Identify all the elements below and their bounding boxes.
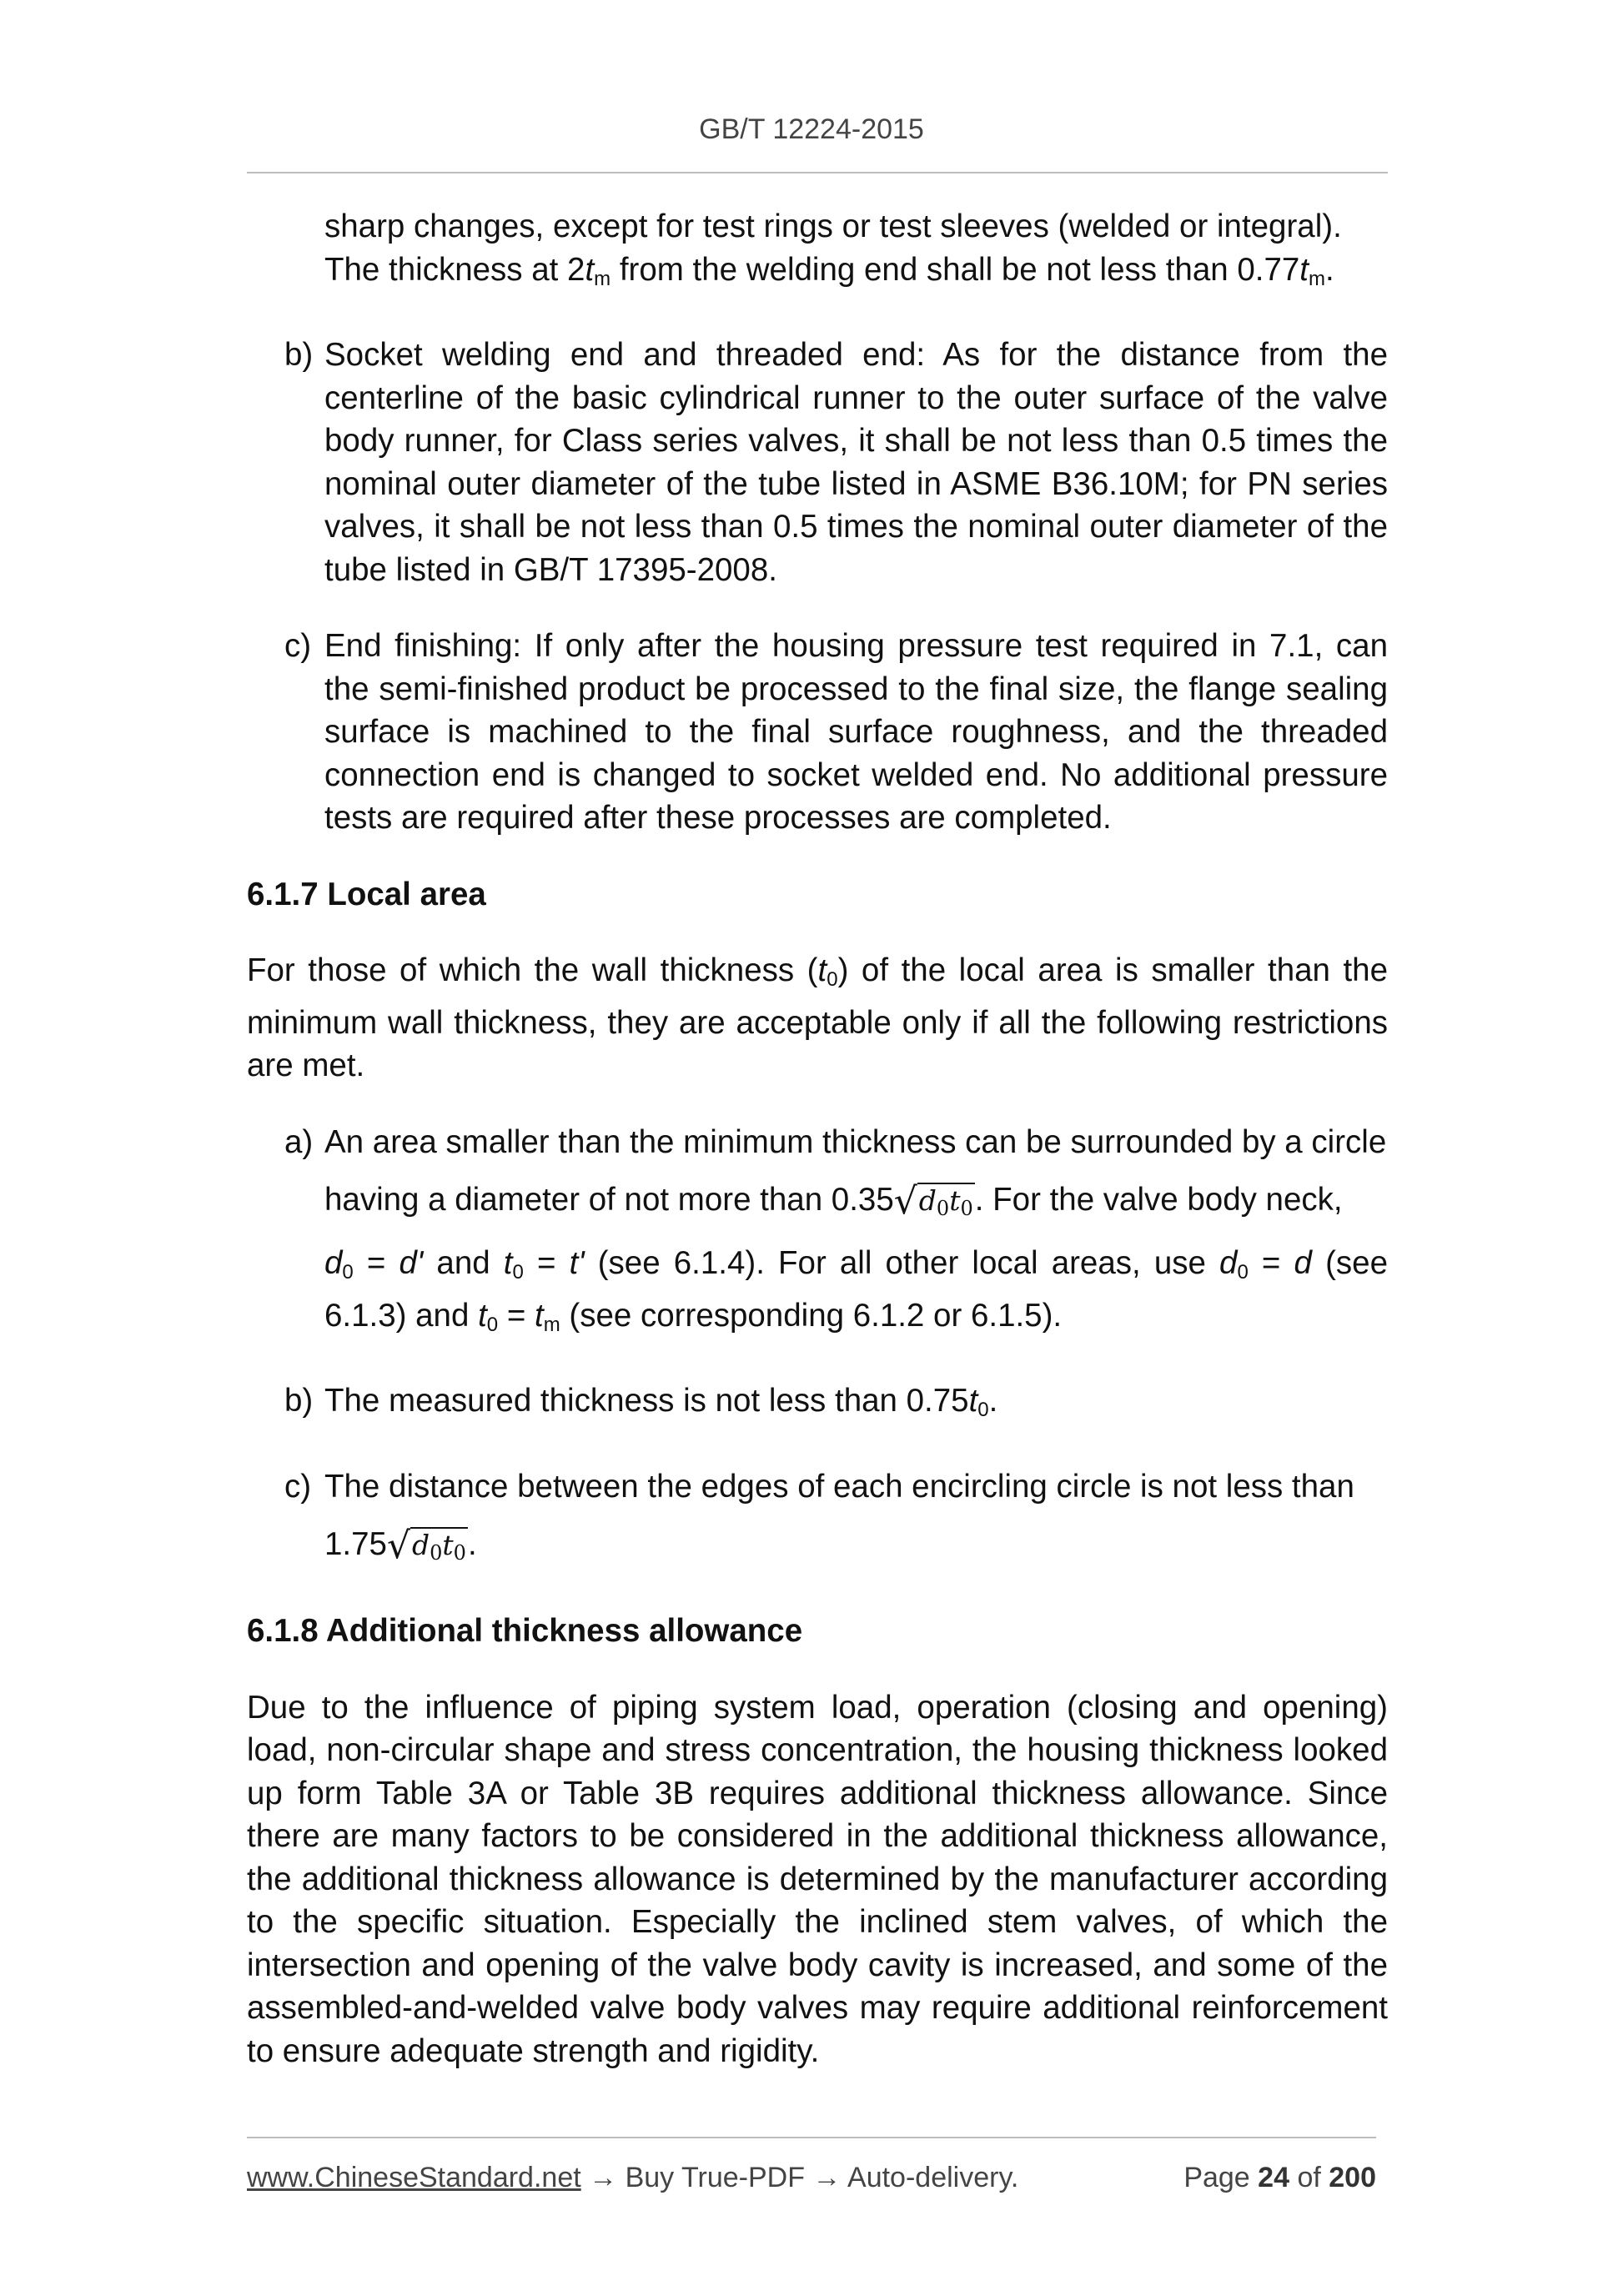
list-item-text: Socket welding end and threaded end: As for the distance from the centerline of the basic cylindrical runner to the outer surface of the valve body runner, for Class series valves, it shall be not less than 0.5 times the nominal outer diameter of the tube listed in ASME B36.10M; for PN series valves, it shall be not less than 0.5 times the nominal outer diameter of the tube listed in GB/T 17395-2008. [324, 337, 1388, 588]
list-item-text: End finishing: If only after the housing pressure test required in 7.1, can the semi-finished product be processed to the final size, the flange sealing surface is machined to the final surface roughness, and the threaded connection end is changed to socket welded end. No additional pressure tests are required after these processes are completed. [324, 628, 1388, 836]
continuation-line-1: sharp changes, except for test rings or test sleeves (welded or integral). [324, 208, 1342, 244]
list-item-c-end-finishing [247, 625, 1388, 840]
section-617-intro: For those of which the wall thickness $(t_0)$ of the local area is smaller than the minimum wall thickness, they are acceptable only if all the following restrictions are met. [247, 952, 1388, 1083]
page-content [247, 205, 1388, 2072]
sqrt-formula: $√d_0t_0$ [386, 1525, 466, 1567]
section-heading-6-1-8: 6.1.8 Additional thickness allowance [247, 1613, 803, 1649]
list-label: c) [284, 628, 312, 664]
sqrt-formula: $√d_0t_0$ [893, 1180, 973, 1223]
document-header: GB/T 12224-2015 [699, 113, 924, 145]
section-618-body: Due to the influence of piping system load, operation (closing and opening) load, non-circular shape and stress concentration, the housing thickness looked up form Table 3A or Table 3B requires additional thickness allowance. Since there are many factors to be considered in the additional thickness allowance, the additional thickness allowance is determined by the manufacturer according to the specific situation. Especially the inclined stem valves, of which the intersection and opening of the valve body cavity is increased, and some of the assembled-and-welded valve body valves may require additional reinforcement to ensure adequate strength and rigidity. [247, 1689, 1388, 2069]
list-label: b) [284, 1383, 314, 1419]
footer-rule [247, 2137, 1376, 2138]
list-item-b-measured-thickness: b) The measured thickness is not less than $0.75t_0$. [247, 1379, 1388, 1432]
list-label: c) [284, 1468, 312, 1505]
section-heading-6-1-7: 6.1.7 Local area [247, 876, 486, 912]
continuation-paragraph: sharp changes, except for test rings or test sleeves (welded or integral). The thickness at $2t_m$ from the welding end shall be not less than $0.77t_m$. [324, 208, 1342, 290]
list-label: a) [284, 1123, 314, 1160]
list-item-a-local-area: a) An area smaller than the minimum thickness can be surrounded by a circle having a diameter of not more than $0.35√d_0t_0$. For the valve body neck, $d_0 = d'$ and $t_0 = t'$ (see 6.1.4). For all other local areas, use $d_0 = d$ (see 6.1.3) and $t_0 = t_m$ (see corresponding 6.1.2 or 6.1.5). [247, 1121, 1388, 1347]
header-rule [247, 172, 1388, 173]
list-item-c-distance: c) The distance between the edges of each encircling circle is not less than $1.75√d_0t_0$. [247, 1465, 1388, 1577]
chinesestandard-link[interactable]: www.ChineseStandard.net [247, 2162, 581, 2193]
list-item-b-socket-welding [247, 334, 1388, 591]
arrow-icon: → [580, 2162, 626, 2193]
list-label: b) [284, 337, 314, 373]
page-number: Page 24 of 200 [1183, 2162, 1376, 2193]
arrow-icon: → [804, 2162, 848, 2193]
page-footer: www.ChineseStandard.net → Buy True-PDF → Auto-delivery. Page 24 of 200 [247, 2162, 1376, 2193]
